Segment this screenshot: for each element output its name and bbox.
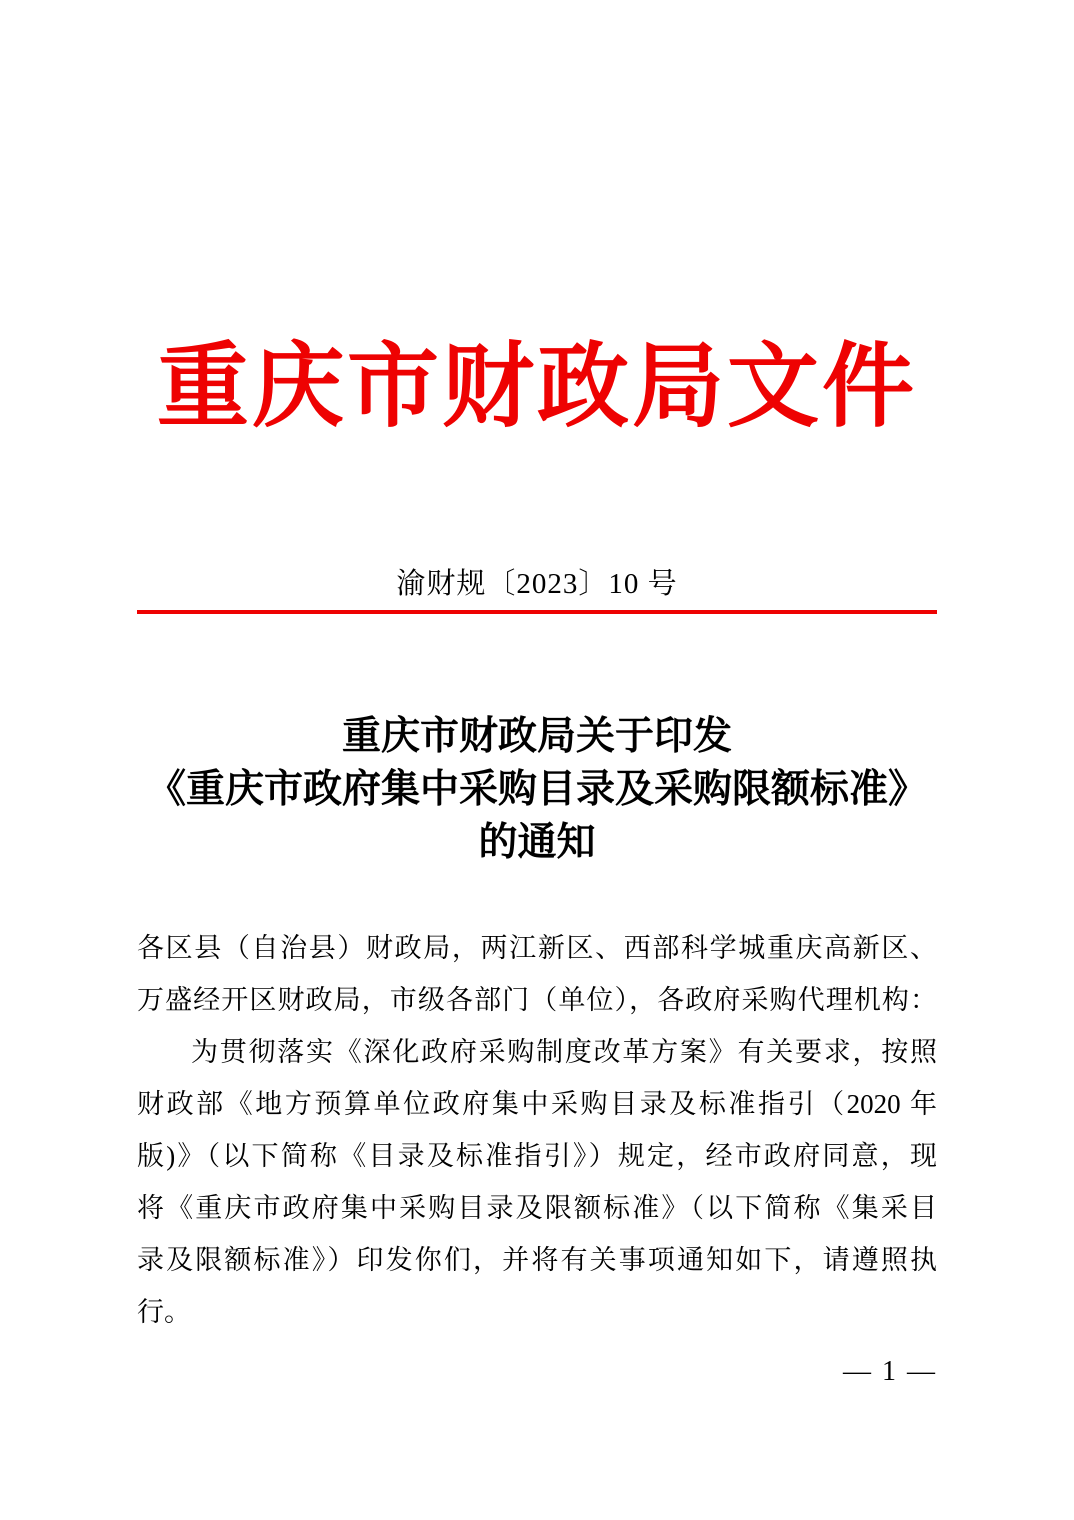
page-number: — 1 — — [843, 1356, 937, 1387]
body-paragraph-line-5: 录及限额标准》）印发你们，并将有关事项通知如下，请遵照执 — [137, 1245, 937, 1275]
notice-title-line-3: 的通知 — [478, 821, 596, 864]
body-paragraph-line-4: 将《重庆市政府集中采购目录及限额标准》（以下简称《集采目 — [137, 1193, 937, 1223]
notice-title-line-2: 《重庆市政府集中采购目录及采购限额标准》 — [146, 768, 927, 811]
salutation-line-2: 万盛经开区财政局，市级各部门（单位），各政府采购代理机构： — [137, 985, 937, 1015]
agency-banner-title: 重庆市财政局文件 — [156, 336, 917, 438]
body-paragraph-line-2: 财政部《地方预算单位政府集中采购目录及标准指引（2020 年 — [137, 1089, 937, 1119]
notice-title-line-1: 重庆市财政局关于印发 — [341, 715, 732, 758]
salutation-line-1: 各区县（自治县）财政局，两江新区、西部科学城重庆高新区、 — [137, 933, 937, 963]
document-number: 渝财规〔2023〕10 号 — [396, 568, 678, 600]
body-paragraph-line-1: 为贯彻落实《深化政府采购制度改革方案》有关要求，按照 — [191, 1037, 937, 1067]
body-paragraph-line-3: 版)》（以下简称《目录及标准指引》）规定，经市政府同意，现 — [137, 1141, 937, 1171]
body-paragraph-line-6: 行。 — [137, 1297, 191, 1327]
document-body — [137, 922, 937, 1338]
red-divider-line — [137, 610, 937, 614]
notice-title — [0, 710, 1074, 869]
